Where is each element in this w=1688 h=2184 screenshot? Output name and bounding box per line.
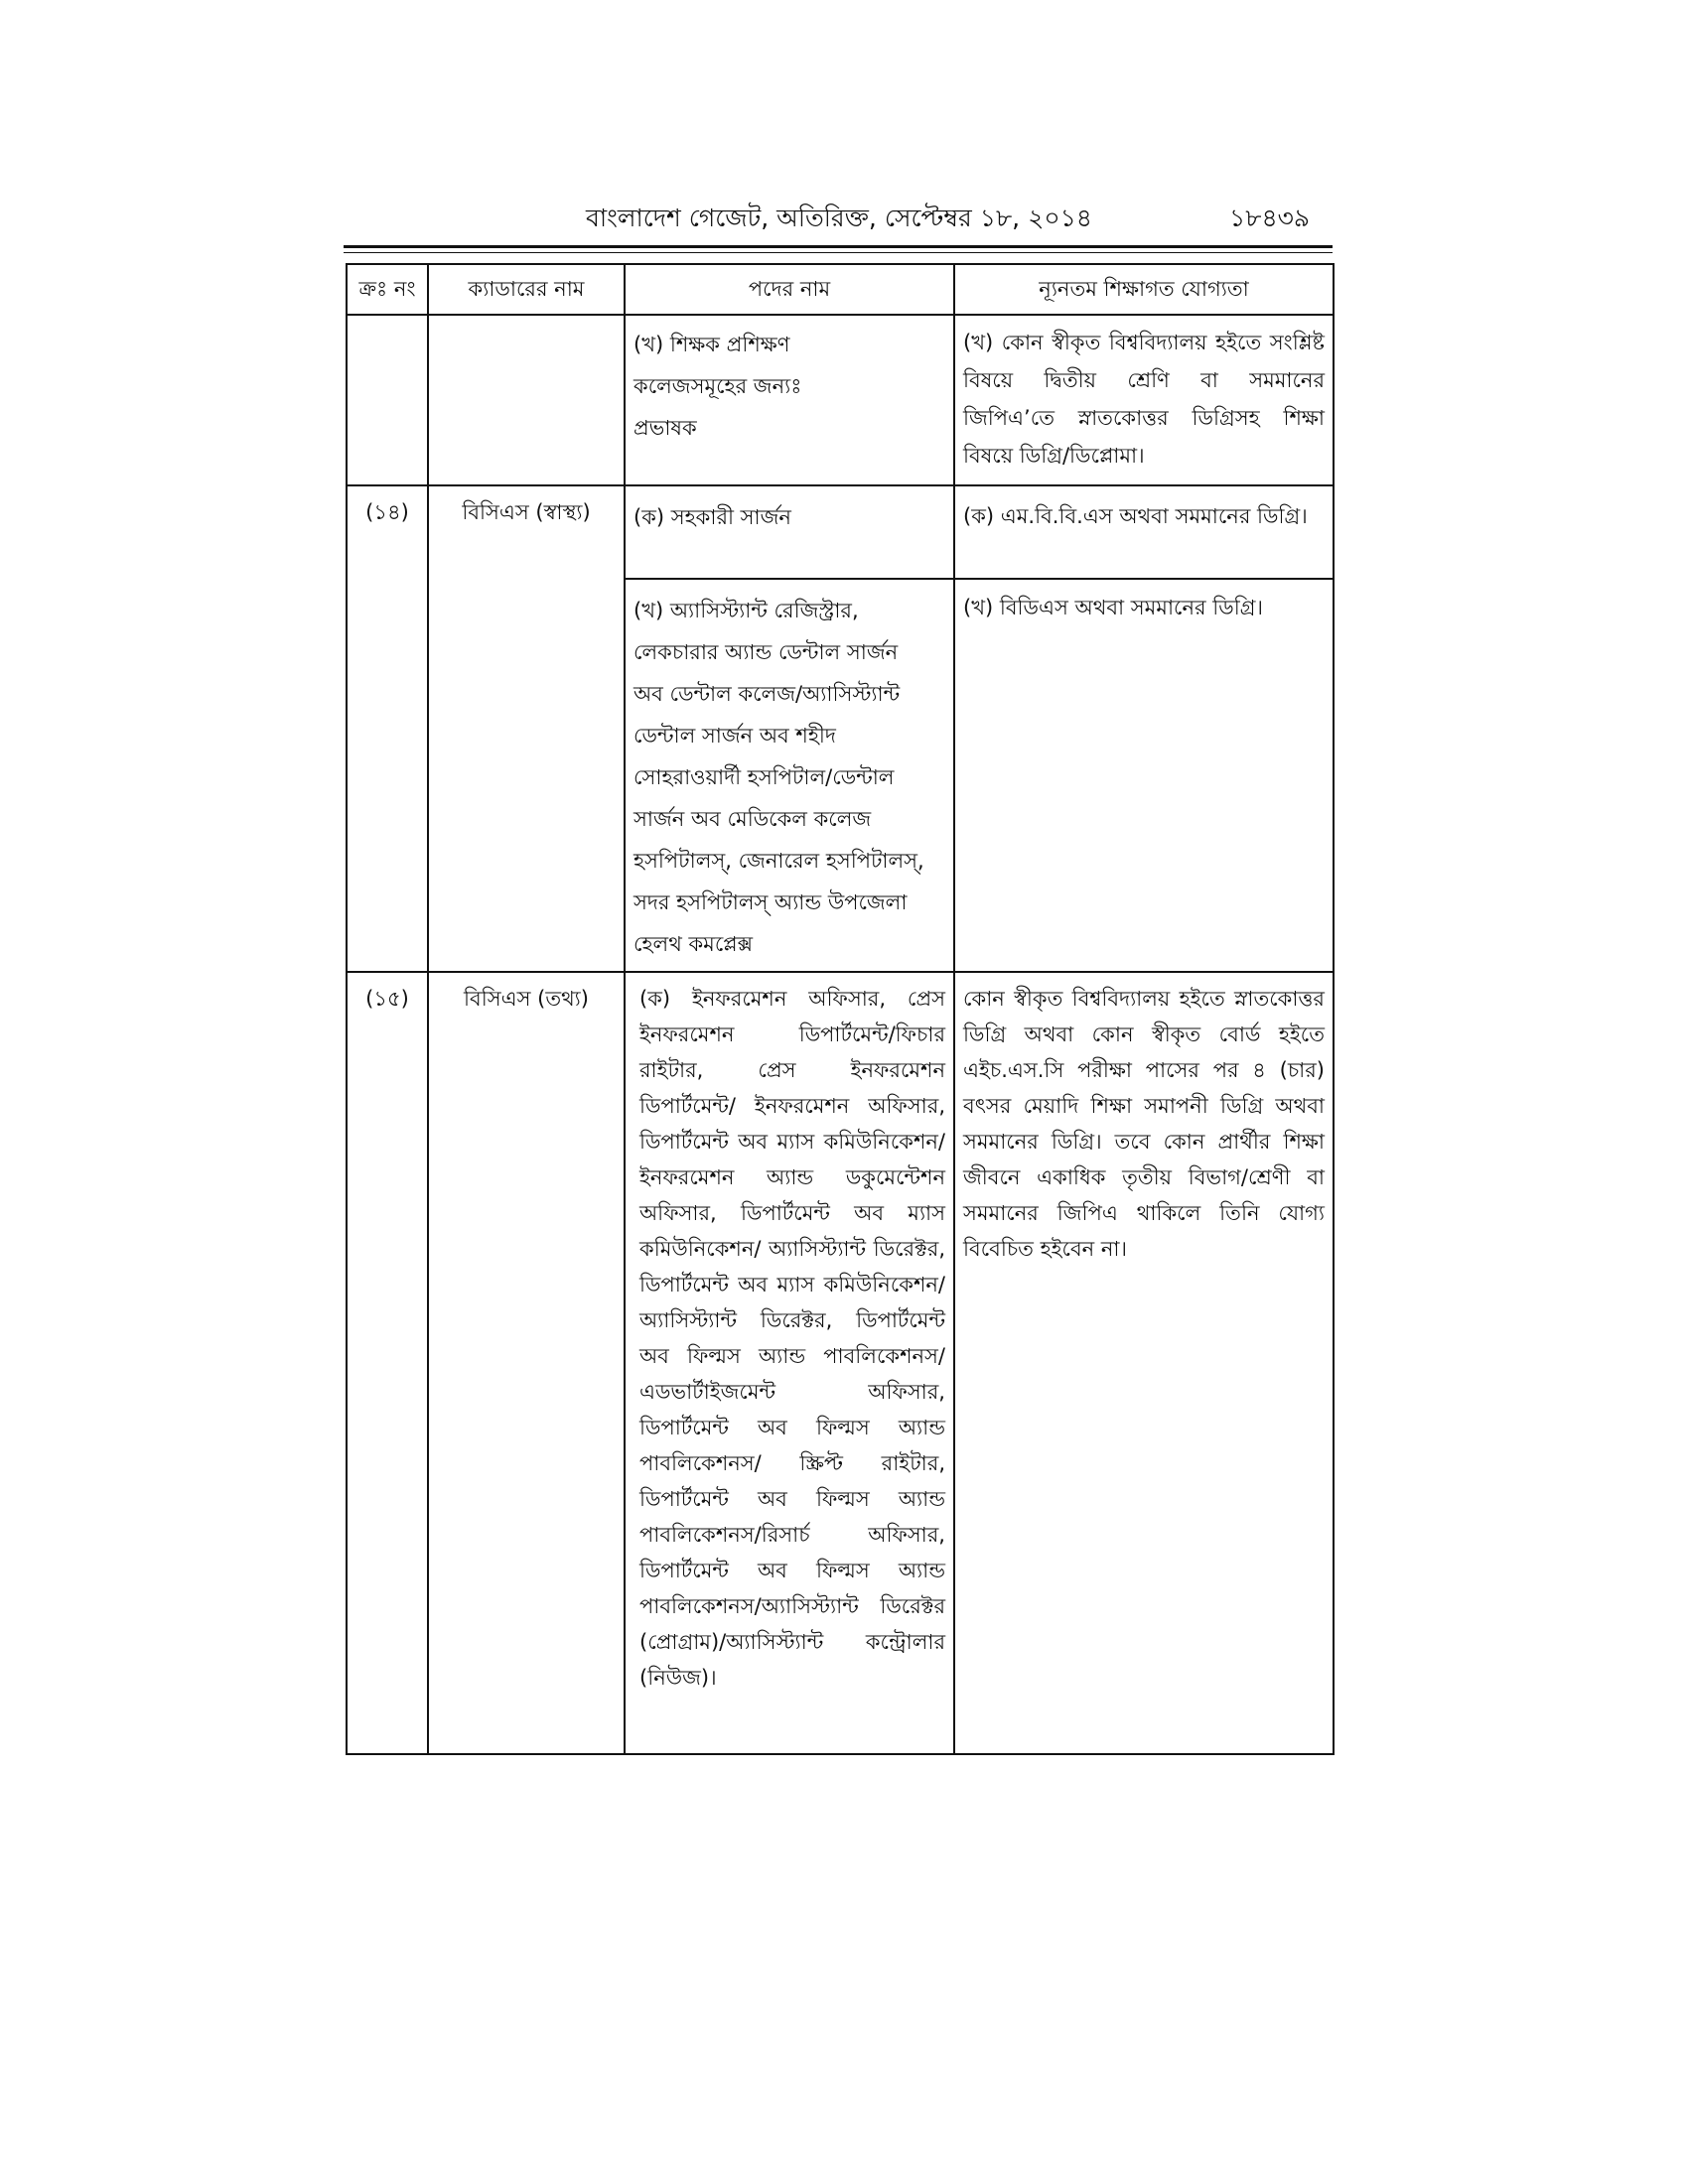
post-cell xyxy=(625,579,954,972)
post-line: কলেজসমূহের জন্যঃ xyxy=(633,374,802,398)
table-row xyxy=(347,972,1334,1754)
page-number: ১৮৪৩৯ xyxy=(1229,204,1311,232)
qualification-text: (খ) কোন স্বীকৃত বিশ্ববিদ্যালয় হইতে সংশ্লিষ্ট বিষয়ে দ্বিতীয় শ্রেণি বা সমমানের জিপিএ’তে স্নাতকোত্তর ডিগ্রিসহ শিক্ষা বিষয়ে ডিগ্রি/ডিপ্লোমা। xyxy=(963,331,1325,468)
qualification-text: (ক) এম.বি.বি.এস অথবা সমমানের ডিগ্রি। xyxy=(963,504,1308,528)
post-line: প্রভাষক xyxy=(633,416,697,440)
serial-cell: (১৪) xyxy=(347,485,428,972)
cadre-cell: বিসিএস (স্বাস্থ্য) xyxy=(428,485,625,972)
table-header-row xyxy=(347,264,1334,315)
post-line: অব ডেন্টাল কলেজ/অ্যাসিস্ট্যান্ট xyxy=(633,682,901,706)
post-line: সার্জন অব মেডিকেল কলেজ xyxy=(633,807,872,831)
cadre-cell xyxy=(428,315,625,485)
cadre-cell: বিসিএস (তথ্য) xyxy=(428,972,625,1754)
post-line: (খ) শিক্ষক প্রশিক্ষণ xyxy=(633,333,790,356)
qualification-table xyxy=(346,263,1335,1755)
column-header-qualification: ন্যূনতম শিক্ষাগত যোগ্যতা xyxy=(954,264,1334,315)
column-header-cadre: ক্যাডারের নাম xyxy=(428,264,625,315)
qualification-text: কোন স্বীকৃত বিশ্ববিদ্যালয় হইতে স্নাতকোত্তর ডিগ্রি অথবা কোন স্বীকৃত বোর্ড হইতে এইচ.এস.সি পরীক্ষা পাসের পর ৪ (চার) বৎসর মেয়াদি শিক্ষা সমাপনী ডিগ্রি অথবা সমমানের ডিগ্রি। তবে কোন প্রার্থীর শিক্ষা জীবনে একাধিক তৃতীয় বিভাগ/শ্রেণী বা সমমানের জিপিএ থাকিলে তিনি যোগ্য বিবেচিত হইবেন না। xyxy=(963,987,1325,1261)
post-line: হসপিটালস্‌, জেনারেল হসপিটালস্‌, xyxy=(633,849,924,873)
post-cell xyxy=(625,485,954,579)
post-cell xyxy=(625,315,954,485)
post-line: লেকচারার অ্যান্ড ডেন্টাল সার্জন xyxy=(633,640,899,664)
qualification-cell xyxy=(954,315,1334,485)
qualification-cell xyxy=(954,972,1334,1754)
header-rule-thick xyxy=(344,245,1333,248)
table-row xyxy=(347,315,1334,485)
qualification-cell xyxy=(954,579,1334,972)
column-header-serial: ক্রঃ নং xyxy=(347,264,428,315)
table-row xyxy=(347,485,1334,579)
qualification-cell xyxy=(954,485,1334,579)
qualification-text: (খ) বিডিএস অথবা সমমানের ডিগ্রি। xyxy=(963,596,1263,619)
serial-cell xyxy=(347,315,428,485)
serial-cell: (১৫) xyxy=(347,972,428,1754)
post-text: (ক) ইনফরমেশন অফিসার, প্রেস ইনফরমেশন ডিপার্টমেন্ট/ফিচার রাইটার, প্রেস ইনফরমেশন ডিপার্টমেন্ট/ ইনফরমেশন অফিসার, ডিপার্টমেন্ট অব ম্যাস কমিউনিকেশন/ ইনফরমেশন অ্যান্ড ডকুমেন্টেশন অফিসার, ডিপার্টমেন্ট অব ম্যাস কমিউনিকেশন/ অ্যাসিস্ট্যান্ট ডিরেক্টর, ডিপার্টমেন্ট অব ম্যাস কমিউনিকেশন/ অ্যাসিস্ট্যান্ট ডিরেক্টর, ডিপার্টমেন্ট অব ফিল্মস অ্যান্ড পাবলিকেশনস/ এডভার্টাইজমেন্ট অফিসার, ডিপার্টমেন্ট অব ফিল্মস অ্যান্ড পাবলিকেশনস/ স্ক্রিপ্ট রাইটার, ডিপার্টমেন্ট অব ফিল্মস অ্যান্ড পাবলিকেশনস/রিসার্চ অফিসার, ডিপার্টমেন্ট অব ফিল্মস অ্যান্ড পাবলিকেশনস/অ্যাসিস্ট্যান্ট ডিরেক্টর (প্রোগ্রাম)/অ্যাসিস্ট্যান্ট কন্ট্রোলার (নিউজ)। xyxy=(639,987,945,1690)
post-cell xyxy=(625,972,954,1754)
post-line: (ক) সহকারী সার্জন xyxy=(633,505,791,529)
column-header-post: পদের নাম xyxy=(625,264,954,315)
post-line: সোহরাওয়ার্দী হসপিটাল/ডেন্টাল xyxy=(633,765,895,789)
header-rule-thin xyxy=(344,252,1333,253)
gazette-header-title: বাংলাদেশ গেজেট, অতিরিক্ত, সেপ্টেম্বর ১৮, ২০১৪ xyxy=(586,204,1093,232)
post-line: ডেন্টাল সার্জন অব শহীদ xyxy=(633,724,836,748)
post-line: সদর হসপিটালস্‌ অ্যান্ড উপজেলা xyxy=(633,890,908,914)
post-line: হেলথ কমপ্লেক্স xyxy=(633,932,754,956)
post-line: (খ) অ্যাসিস্ট্যান্ট রেজিস্ট্রার, xyxy=(633,599,859,622)
